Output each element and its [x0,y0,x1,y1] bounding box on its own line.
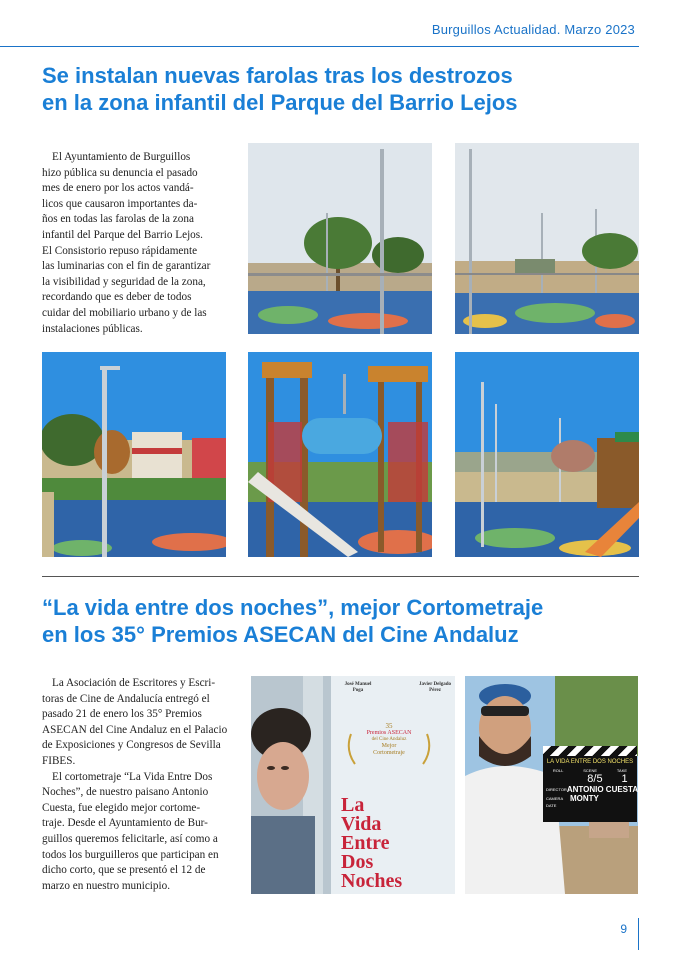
poster-title-line: Vida [341,813,382,835]
article1-line: la visibilidad y seguridad de la zona, [42,275,206,288]
clapper-director-value: ANTONIO CUESTA [566,785,638,794]
clapper-scene-value: 8/5 [587,773,603,785]
poster-title-line: Entre [341,832,390,854]
poster-title-line: La [341,794,365,816]
poster-title-line: Noches [341,870,403,892]
poster-award-number: 35 [385,722,393,730]
header-rule [0,46,639,47]
poster-award-name: Premios ASECAN [366,730,412,736]
poster-award [351,722,427,757]
page-number-bar [638,918,639,950]
article2-title-line1: “La vida entre dos noches”, mejor Cortometraje [42,595,544,620]
movie-poster [251,676,455,894]
article2-line: Noches”, de nuestro paisano Antonio [42,786,209,799]
park-photo-playground-lamps [455,143,639,334]
article1-line: las luminarias con el fin de garantizar [42,260,211,273]
clapper-director-label: DIRECTOR [546,787,567,792]
article1-line: licos que causaron importantes da- [42,197,198,210]
article2-line: todos los burguilleros que participan en [42,848,219,861]
poster-award-org: del Cine Andaluz [371,737,407,742]
clapper-title: LA VIDA ENTRE DOS NOCHES [546,759,634,765]
clapper-date-label: DATE [546,803,557,808]
article2-line: dicho corto, que se presentó el 12 de [42,864,206,877]
article1-title [42,62,642,116]
article1-title-line2: en la zona infantil del Parque del Barrio Lejos [42,90,518,115]
article1-line: cuidar del mobiliario urbano y de las [42,306,207,319]
article2-line: La Asociación de Escritores y Escri- [52,677,216,689]
clapperboard [543,746,637,822]
article2-line: guillos queremos felicitarle, así como a [42,832,218,845]
article1-body [42,150,226,337]
park-photo-lamp-tree [248,143,432,334]
article1-line: mes de enero por los actos vandá- [42,182,194,195]
article1-line: instalaciones públicas. [42,322,143,335]
article2-line: de Exposiciones y Congresos de Sevilla [42,739,221,752]
header-publication: Burguillos Actualidad. Marzo 2023 [431,22,635,37]
article2-line: toras de Cine de Andalucía entregó el [42,692,210,705]
article2-line: traje. Desde el Ayuntamiento de Bur- [42,817,208,830]
clapper-take-value: 1 [621,773,628,785]
article2-line: FIBES. [42,754,76,767]
poster-award-best: Mejor [381,743,397,749]
poster-title [341,796,441,891]
poster-title-line: Dos [341,851,374,873]
clapper-camera-label: CAMERA [546,796,564,801]
poster-credit-left: José Manuel Poga [344,682,372,693]
clapper-camera-value: MONTY [570,794,599,803]
section-rule [42,576,639,577]
article2-line: marzo en nuestro municipio. [42,879,171,892]
article1-line: hizo pública su denuncia el pasado [42,166,198,179]
article1-line: recordando que es deber de todos [42,291,192,304]
article1-line: El Ayuntamiento de Burguillos [52,151,191,163]
article2-line: ASECAN del Cine Andaluz en el Palacio [42,723,228,736]
article1-line: ños en todas las farolas de la zona [42,213,194,226]
park-photo-lamp-buildings [42,352,226,557]
article2-title-line2: en los 35° Premios ASECAN del Cine Andaluz [42,622,519,647]
page-number: 9 [620,922,627,936]
article1-line: infantil del Parque del Barrio Lejos. [42,228,203,241]
poster-credit-right: Javier Delgado Pérez [419,682,451,693]
article2-line: El cortometraje “La Vida Entre Dos [52,770,213,783]
article2-title [42,594,642,648]
clapper-scene-label: SCENE [583,768,598,773]
article2-line: Cuesta, fue elegido mejor cortome- [42,801,201,814]
article2-line: pasado 21 de enero los 35° Premios [42,708,202,721]
clapper-roll-label: ROLL [552,768,564,773]
park-photo-slide-lamps [455,352,639,557]
clapper-take-label: TAKE [616,768,628,773]
article1-title-line1: Se instalan nuevas farolas tras los destrozos [42,63,513,88]
park-photo-playground-tube [248,352,432,557]
article1-line: El Consistorio repuso rápidamente [42,244,198,257]
article2-body [42,676,232,894]
poster-award-category: Cortometraje [373,750,405,756]
director-photo [465,676,638,894]
